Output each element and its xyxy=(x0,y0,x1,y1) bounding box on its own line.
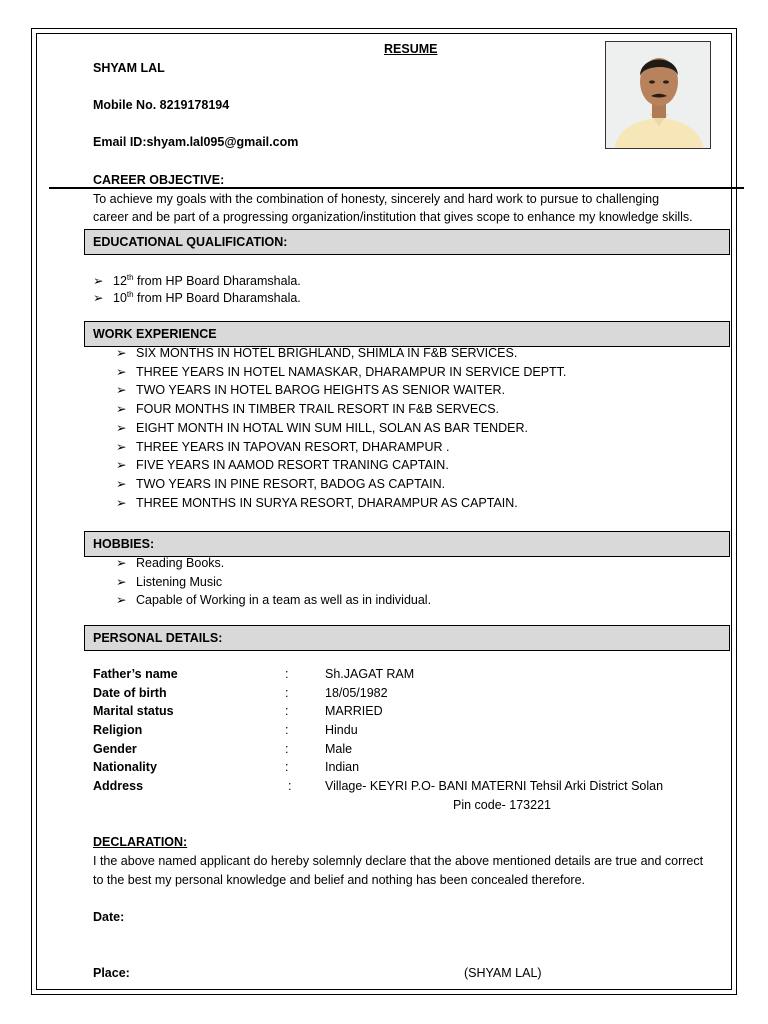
hobbies-section-bar xyxy=(84,531,730,557)
detail-value-gender: Male xyxy=(325,742,353,756)
detail-colon: : xyxy=(288,779,292,793)
detail-value-pincode: Pin code- 173221 xyxy=(453,798,551,812)
declaration-heading: DECLARATION: xyxy=(93,835,188,849)
detail-colon: : xyxy=(285,723,289,737)
career-objective-heading: CAREER OBJECTIVE: xyxy=(93,173,225,187)
career-objective-line-2: career and be part of a progressing organization/institution that gives scope to enhance my knowledge skills. xyxy=(93,210,693,224)
work-experience-heading: WORK EXPERIENCE xyxy=(93,327,217,341)
person-photo-icon xyxy=(606,42,711,149)
detail-label-father: Father’s name xyxy=(93,667,178,681)
arrow-bullet-icon: ➢ xyxy=(116,383,127,397)
work-item: ➢ THREE MONTHS IN SURYA RESORT, DHARAMPUR AS CAPTAIN. xyxy=(116,496,518,510)
hobby-item: ➢ Listening Music xyxy=(116,575,223,589)
work-item: ➢ THREE YEARS IN TAPOVAN RESORT, DHARAMPUR . xyxy=(116,440,450,454)
work-item: ➢ FOUR MONTHS IN TIMBER TRAIL RESORT IN F&B SERVECS. xyxy=(116,402,500,416)
hobbies-heading: HOBBIES: xyxy=(93,537,155,551)
personal-details-heading: PERSONAL DETAILS: xyxy=(93,631,223,645)
declaration-line-2: to the best my personal knowledge and belief and nothing has been concealed therefore. xyxy=(93,873,586,887)
detail-colon: : xyxy=(285,704,289,718)
work-item: ➢ TWO YEARS IN PINE RESORT, BADOG AS CAPTAIN. xyxy=(116,477,446,491)
detail-label-religion: Religion xyxy=(93,723,143,737)
detail-label-address: Address xyxy=(93,779,144,793)
work-item: ➢ TWO YEARS IN HOTEL BAROG HEIGHTS AS SENIOR WAITER. xyxy=(116,383,506,397)
personal-details-section-bar xyxy=(84,625,730,651)
detail-label-gender: Gender xyxy=(93,742,137,756)
detail-value-address: Village- KEYRI P.O- BANI MATERNI Tehsil Arki District Solan xyxy=(325,779,664,793)
email-id: Email ID:shyam.lal095@gmail.com xyxy=(93,135,299,149)
arrow-bullet-icon: ➢ xyxy=(116,346,127,360)
place-label: Place: xyxy=(93,966,130,980)
detail-value-marital: MARRIED xyxy=(325,704,383,718)
arrow-bullet-icon: ➢ xyxy=(116,593,127,607)
work-experience-section-bar xyxy=(84,321,730,347)
work-item: ➢ THREE YEARS IN HOTEL NAMASKAR, DHARAMPUR IN SERVICE DEPTT. xyxy=(116,365,567,379)
arrow-bullet-icon: ➢ xyxy=(116,440,127,454)
detail-colon: : xyxy=(285,686,289,700)
detail-colon: : xyxy=(285,742,289,756)
mobile-number: Mobile No. 8219178194 xyxy=(93,98,230,112)
date-label: Date: xyxy=(93,910,125,924)
arrow-bullet-icon: ➢ xyxy=(116,458,127,472)
arrow-bullet-icon: ➢ xyxy=(116,556,127,570)
arrow-bullet-icon: ➢ xyxy=(116,575,127,589)
detail-label-marital: Marital status xyxy=(93,704,174,718)
work-item: ➢ FIVE YEARS IN AAMOD RESORT TRANING CAPTAIN. xyxy=(116,458,449,472)
detail-value-nationality: Indian xyxy=(325,760,360,774)
work-item: ➢ SIX MONTHS IN HOTEL BRIGHLAND, SHIMLA IN F&B SERVICES. xyxy=(116,346,518,360)
detail-value-religion: Hindu xyxy=(325,723,358,737)
signature-name: (SHYAM LAL) xyxy=(464,966,542,980)
education-item: ➢ 12th from HP Board Dharamshala. xyxy=(93,272,301,288)
education-item: ➢ 10th from HP Board Dharamshala. xyxy=(93,289,301,305)
hobby-item: ➢ Reading Books. xyxy=(116,556,225,570)
detail-colon: : xyxy=(285,667,289,681)
arrow-bullet-icon: ➢ xyxy=(116,421,127,435)
arrow-bullet-icon: ➢ xyxy=(116,496,127,510)
profile-photo xyxy=(605,41,711,149)
education-heading: EDUCATIONAL QUALIFICATION: xyxy=(93,235,288,249)
resume-title: RESUME xyxy=(384,42,438,56)
career-objective-line-1: To achieve my goals with the combination of honesty, sincerely and hard work to pursue to challenging xyxy=(93,192,660,206)
detail-label-nationality: Nationality xyxy=(93,760,157,774)
declaration-line-1: I the above named applicant do hereby solemnly declare that the above mentioned details are true and correct xyxy=(93,854,704,868)
header-divider xyxy=(49,187,744,189)
detail-value-dob: 18/05/1982 xyxy=(325,686,388,700)
arrow-bullet-icon: ➢ xyxy=(93,291,104,305)
detail-label-dob: Date of birth xyxy=(93,686,167,700)
arrow-bullet-icon: ➢ xyxy=(93,274,104,288)
education-section-bar xyxy=(84,229,730,255)
detail-colon: : xyxy=(285,760,289,774)
hobby-item: ➢ Capable of Working in a team as well as in individual. xyxy=(116,593,432,607)
work-item: ➢ EIGHT MONTH IN HOTAL WIN SUM HILL, SOLAN AS BAR TENDER. xyxy=(116,421,528,435)
arrow-bullet-icon: ➢ xyxy=(116,477,127,491)
arrow-bullet-icon: ➢ xyxy=(116,365,127,379)
detail-value-father: Sh.JAGAT RAM xyxy=(325,667,415,681)
arrow-bullet-icon: ➢ xyxy=(116,402,127,416)
applicant-name: SHYAM LAL xyxy=(93,61,165,75)
